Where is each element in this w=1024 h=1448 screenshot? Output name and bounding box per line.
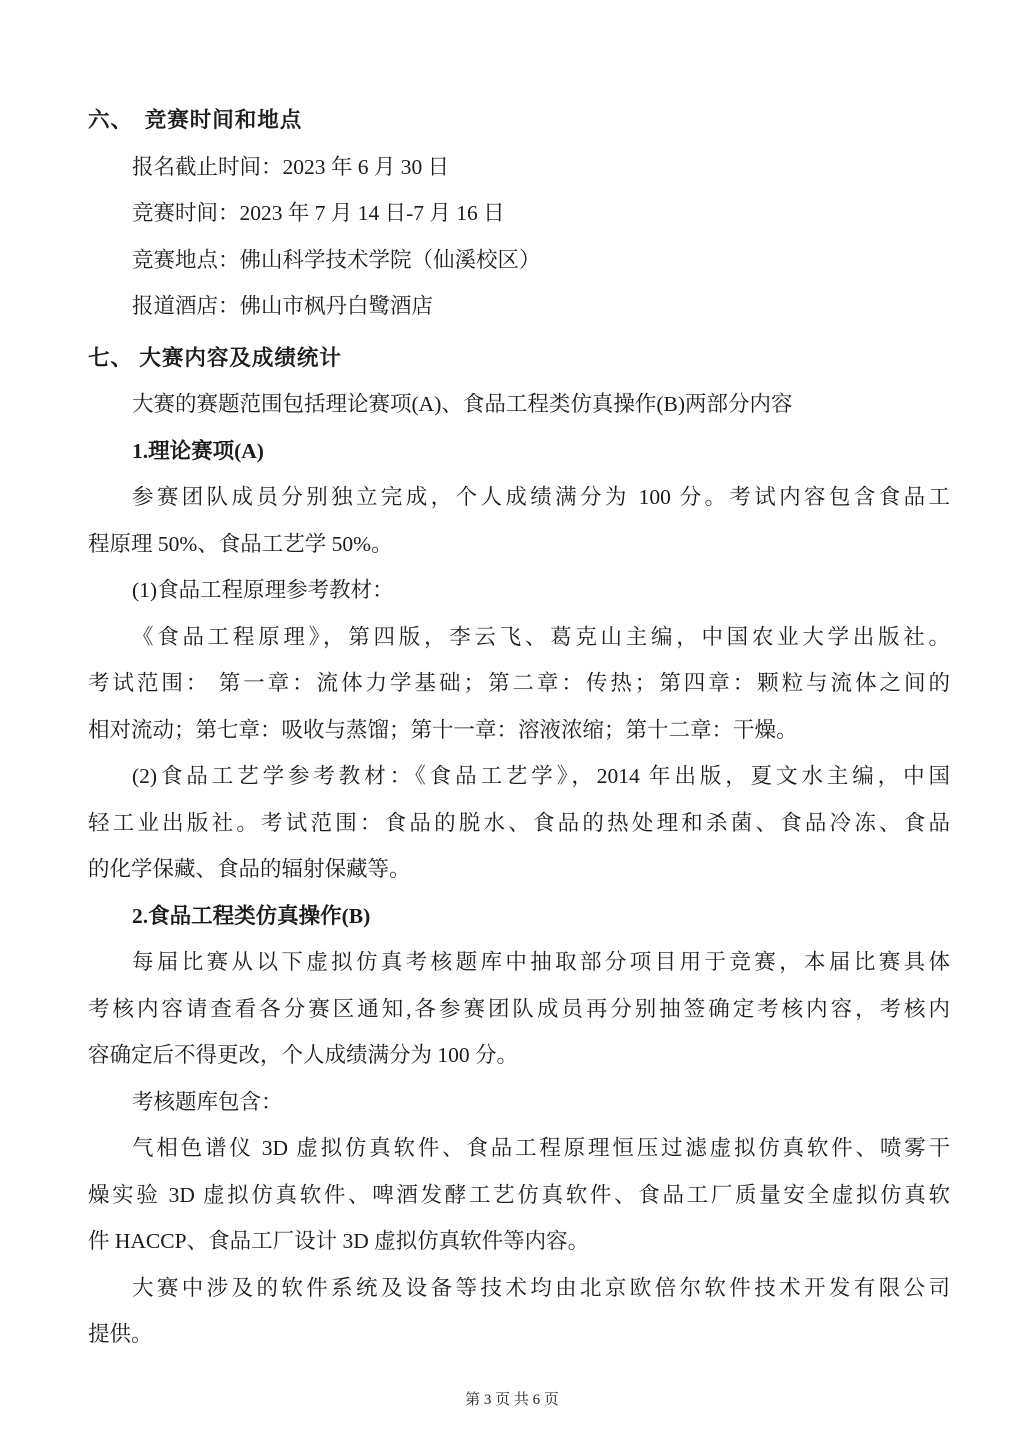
- subsection-heading: 1.理论赛项(A): [132, 438, 264, 463]
- section-heading: 七、 大赛内容及成绩统计: [88, 345, 342, 370]
- text-line: 容确定后不得更改，个人成绩满分为 100 分。: [88, 1043, 519, 1067]
- text-line: 报名截止时间：2023 年 6 月 30 日: [132, 154, 450, 179]
- text-line: 竞赛地点：佛山科学技术学院（仙溪校区）: [132, 247, 541, 272]
- text-line: 竞赛时间：2023 年 7 月 14 日-7 月 16 日: [132, 201, 505, 225]
- text-line: 考核内容请查看各分赛区通知,各参赛团队成员再分别抽签确定考核内容，考核内: [88, 996, 950, 1021]
- text-line: 相对流动；第七章：吸收与蒸馏；第十一章：溶液浓缩；第十二章：干燥。: [88, 717, 798, 742]
- text-line: 考核题库包含：: [132, 1089, 283, 1114]
- text-line: 气相色谱仪 3D 虚拟仿真软件、食品工程原理恒压过滤虚拟仿真软件、喷雾干: [132, 1136, 950, 1160]
- text-line: 每届比赛从以下虚拟仿真考核题库中抽取部分项目用于竞赛，本届比赛具体: [132, 950, 950, 974]
- text-line: 轻工业出版社。考试范围：食品的脱水、食品的热处理和杀菌、食品冷冻、食品: [88, 810, 950, 835]
- page-number-footer: 第 3 页 共 6 页: [465, 1392, 559, 1408]
- section-heading: 六、 竞赛时间和地点: [88, 108, 303, 132]
- text-line: 提供。: [88, 1322, 153, 1346]
- text-line: 参赛团队成员分别独立完成，个人成绩满分为 100 分。考试内容包含食品工: [132, 485, 950, 509]
- text-line: 的化学保藏、食品的辐射保藏等。: [88, 857, 411, 881]
- text-line: 程原理 50%、食品工艺学 50%。: [88, 531, 393, 556]
- text-line: 考试范围： 第一章：流体力学基础；第二章：传热；第四章：颗粒与流体之间的: [88, 671, 950, 695]
- text-line: 《食品工程原理》，第四版，李云飞、葛克山主编，中国农业大学出版社。: [132, 624, 950, 649]
- text-line: 件 HACCP、食品工厂设计 3D 虚拟仿真软件等内容。: [88, 1229, 590, 1253]
- text-line: (1)食品工程原理参考教材：: [132, 578, 394, 602]
- text-line: 大赛中涉及的软件系统及设备等技术均由北京欧倍尔软件技术开发有限公司: [132, 1275, 950, 1300]
- document-body: [88, 92, 950, 1358]
- text-line: (2)食品工艺学参考教材：《食品工艺学》，2014 年出版，夏文水主编，中国: [132, 764, 950, 788]
- subsection-heading: 2.食品工程类仿真操作(B): [132, 903, 371, 928]
- text-line: 报道酒店：佛山市枫丹白鹭酒店: [132, 294, 434, 318]
- text-line: 燥实验 3D 虚拟仿真软件、啤酒发酵工艺仿真软件、食品工厂质量安全虚拟仿真软: [88, 1182, 950, 1207]
- text-line: 大赛的赛题范围包括理论赛项(A)、食品工程类仿真操作(B)两部分内容: [132, 392, 793, 416]
